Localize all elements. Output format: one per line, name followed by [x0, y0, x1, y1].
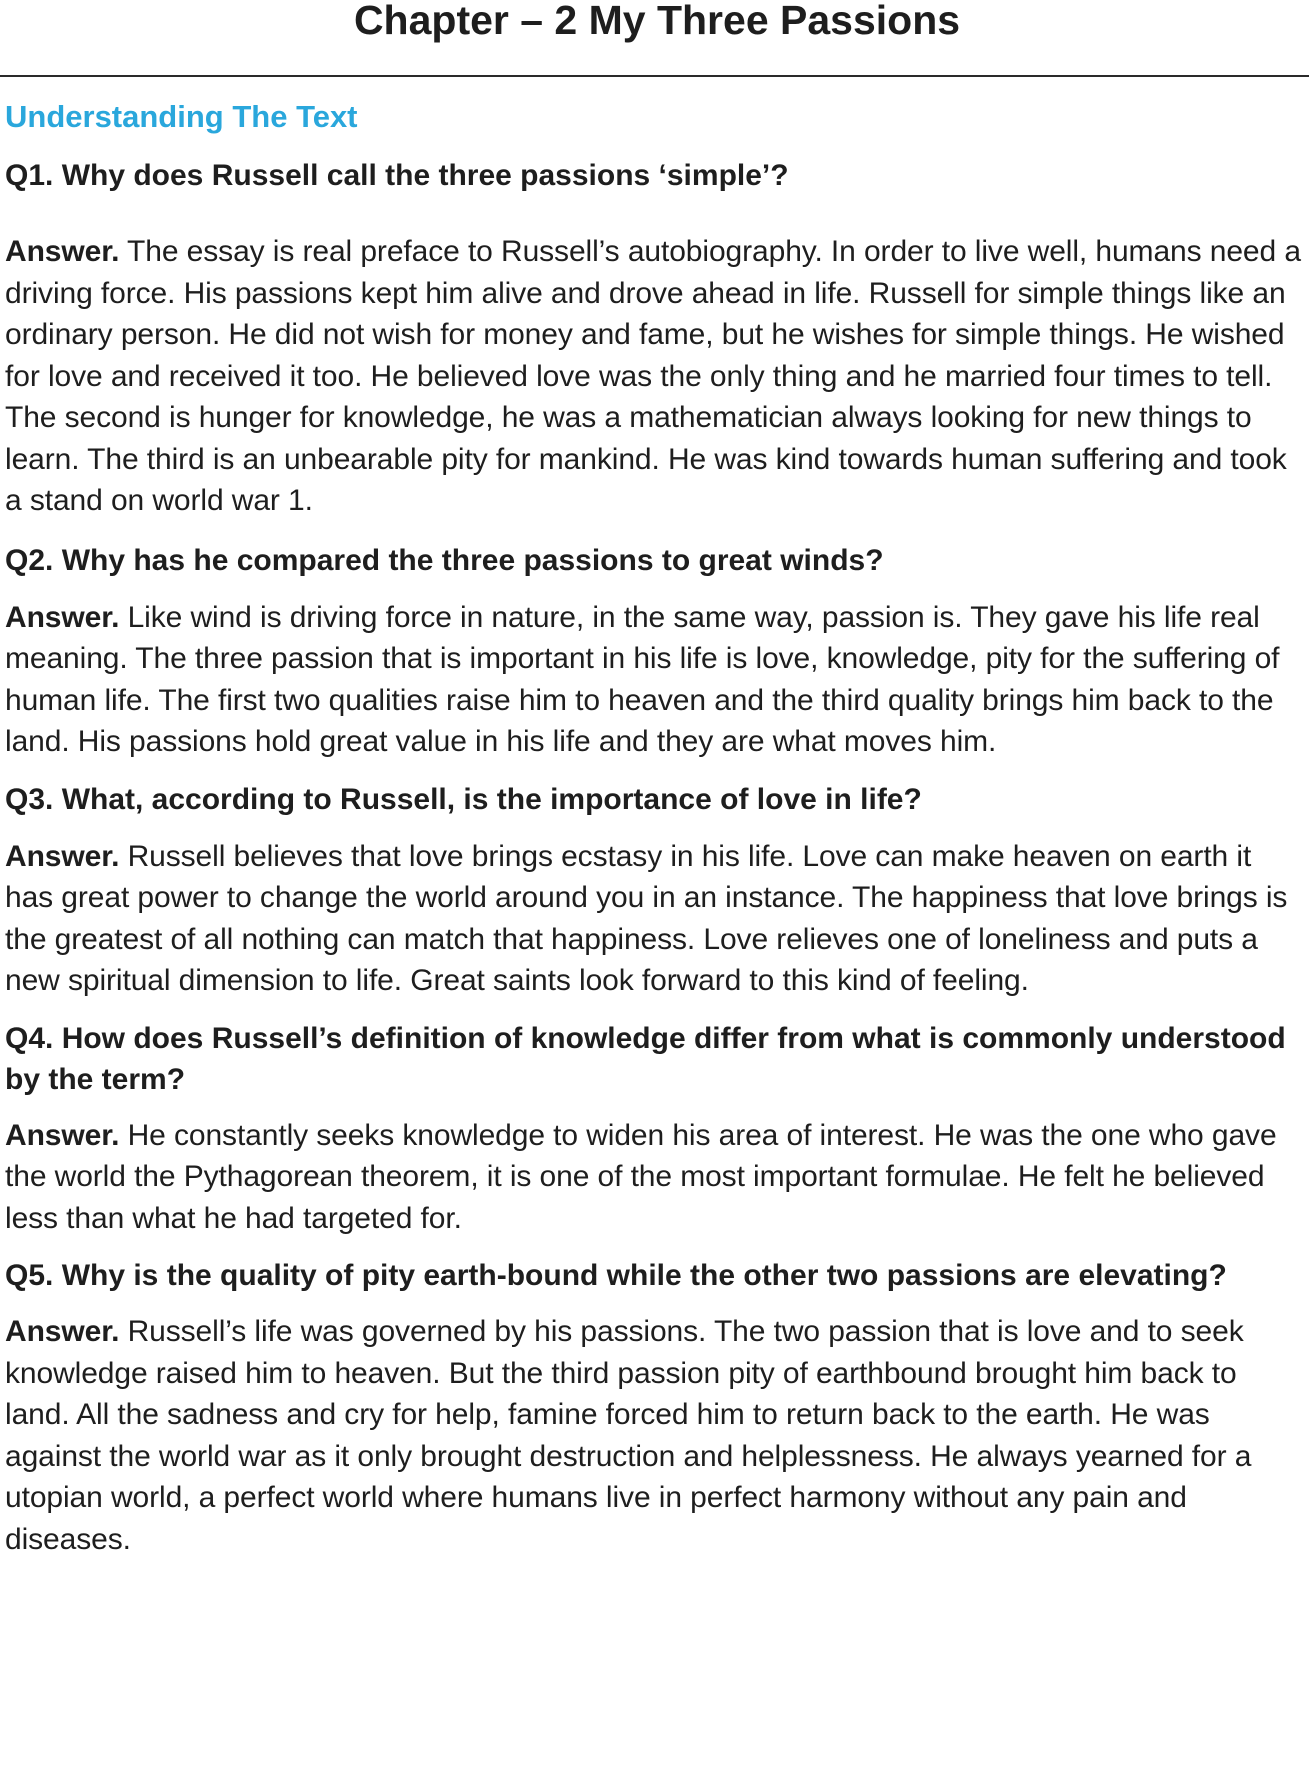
- question-2: Q2. Why has he compared the three passions to great winds?: [5, 543, 884, 577]
- answer-4: [5, 1115, 1305, 1240]
- answer-text: He constantly seeks knowledge to widen his area of interest. He was the one who gave the world the Pythagorean theorem, it is one of the most important formulae. He felt he believed less than what he had targeted for.: [5, 1118, 1277, 1235]
- chapter-title: Chapter – 2 My Three Passions: [353, 0, 961, 43]
- qa-item-5: [5, 1255, 1305, 1560]
- section-heading: Understanding The Text: [5, 99, 358, 134]
- answer-text: Russell’s life was governed by his passions. The two passion that is love and to seek knowledge raised him to heaven. But the third passion pity of earthbound brought him back to land. All the sadness and cry for help, famine forced him to return back to the earth. He was against the world war as it only brought destruction and helplessness. He always yearned for a utopian world, a perfect world where humans live in perfect harmony without any pain and diseases.: [5, 1315, 1252, 1556]
- title-divider: [0, 75, 1309, 77]
- answer-text: Russell believes that love brings ecstasy in his life. Love can make heaven on earth it has great power to change the world around you in an instance. The happiness that love brings is the greatest of all nothing can match that happiness. Love relieves one of loneliness and puts a new spiritual dimension to life. Great saints look forward to this kind of feeling.: [5, 839, 1288, 997]
- qa-item-2: [5, 540, 1305, 763]
- question-3: Q3. What, according to Russell, is the importance of love in life?: [5, 782, 922, 816]
- qa-item-1: [5, 155, 1305, 522]
- answer-label: Answer.: [5, 600, 120, 634]
- qa-item-3: [5, 779, 1305, 1002]
- answer-label: Answer.: [5, 1118, 120, 1152]
- answer-3: [5, 836, 1305, 1002]
- answer-label: Answer.: [5, 1315, 120, 1348]
- answer-label: Answer.: [5, 839, 120, 873]
- question-5: Q5. Why is the quality of pity earth-bound while the other two passions are elevating?: [5, 1259, 1227, 1292]
- question-4: Q4. How does Russell’s definition of knowledge differ from what is commonly understood by the term?: [5, 1021, 1286, 1096]
- answer-1: [5, 231, 1305, 522]
- answer-5: [5, 1311, 1305, 1560]
- answer-text: The essay is real preface to Russell’s autobiography. In order to live well, humans need a driving force. His passions kept him alive and drove ahead in life. Russell for simple things like an ordinary person. He did not wish for money and fame, but he wishes for simple things. He wished for love and received it too. He believed love was the only thing and he married four times to tell. The second is hunger for knowledge, he was a mathematician always looking for new things to learn. The third is an unbearable pity for mankind. He was kind towards human suffering and took a stand on world war 1.: [5, 235, 1301, 517]
- answer-label: Answer.: [5, 235, 120, 268]
- qa-item-4: [5, 1018, 1305, 1240]
- answer-text: Like wind is driving force in nature, in the same way, passion is. They gave his life real meaning. The three passion that is important in his life is love, knowledge, pity for the suffering of human life. The first two qualities raise him to heaven and the third quality brings him back to the land. His passions hold great value in his life and they are what moves him.: [5, 600, 1280, 758]
- answer-2: [5, 597, 1305, 763]
- question-1: Q1. Why does Russell call the three passions ‘simple’?: [5, 159, 789, 192]
